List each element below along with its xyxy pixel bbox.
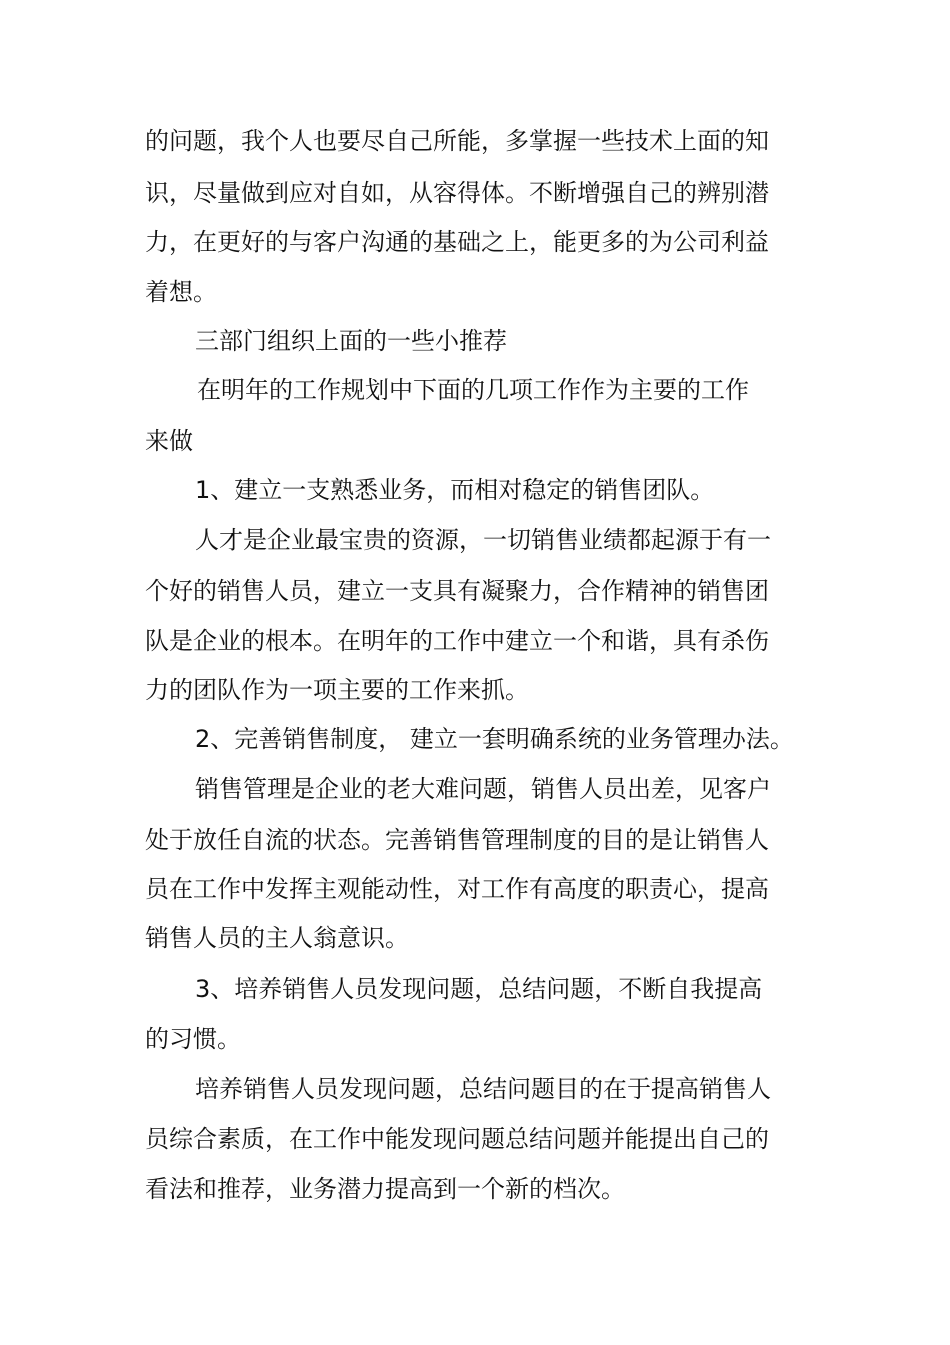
- text-line: 来做: [145, 427, 193, 455]
- text-line: 识，尽量做到应对自如，从容得体。不断增强自己的辨别潜: [145, 179, 769, 207]
- list-item-heading: 3、培养销售人员发现问题，总结问题，不断自我提高: [195, 975, 763, 1003]
- text-line: 的问题，我个人也要尽自己所能，多掌握一些技术上面的知: [145, 127, 769, 155]
- text-line: 看法和推荐，业务潜力提高到一个新的档次。: [145, 1175, 625, 1203]
- text-line: 员在工作中发挥主观能动性，对工作有高度的职责心，提高: [145, 875, 769, 903]
- text-line: 培养销售人员发现问题，总结问题目的在于提高销售人: [195, 1075, 771, 1103]
- text-line: 处于放任自流的状态。完善销售管理制度的目的是让销售人: [145, 826, 769, 854]
- section-heading: 三部门组织上面的一些小推荐: [195, 327, 507, 355]
- text-line: 的习惯。: [145, 1025, 241, 1053]
- text-line: 队是企业的根本。在明年的工作中建立一个和谐，具有杀伤: [145, 627, 769, 655]
- text-line: 员综合素质，在工作中能发现问题总结问题并能提出自己的: [145, 1125, 769, 1153]
- text-line: 在明年的工作规划中下面的几项工作作为主要的工作: [197, 376, 749, 404]
- list-item-heading: 2、完善销售制度， 建立一套明确系统的业务管理办法。: [195, 725, 794, 753]
- text-line: 销售人员的主人翁意识。: [145, 924, 409, 952]
- text-line: 力，在更好的与客户沟通的基础之上，能更多的为公司利益: [145, 228, 769, 256]
- text-line: 销售管理是企业的老大难问题，销售人员出差，见客户: [195, 775, 771, 803]
- text-line: 着想。: [145, 278, 217, 306]
- list-item-heading: 1、建立一支熟悉业务，而相对稳定的销售团队。: [195, 476, 715, 504]
- text-line: 个好的销售人员，建立一支具有凝聚力，合作精神的销售团: [145, 577, 769, 605]
- text-line: 人才是企业最宝贵的资源，一切销售业绩都起源于有一: [195, 526, 771, 554]
- text-line: 力的团队作为一项主要的工作来抓。: [145, 676, 529, 704]
